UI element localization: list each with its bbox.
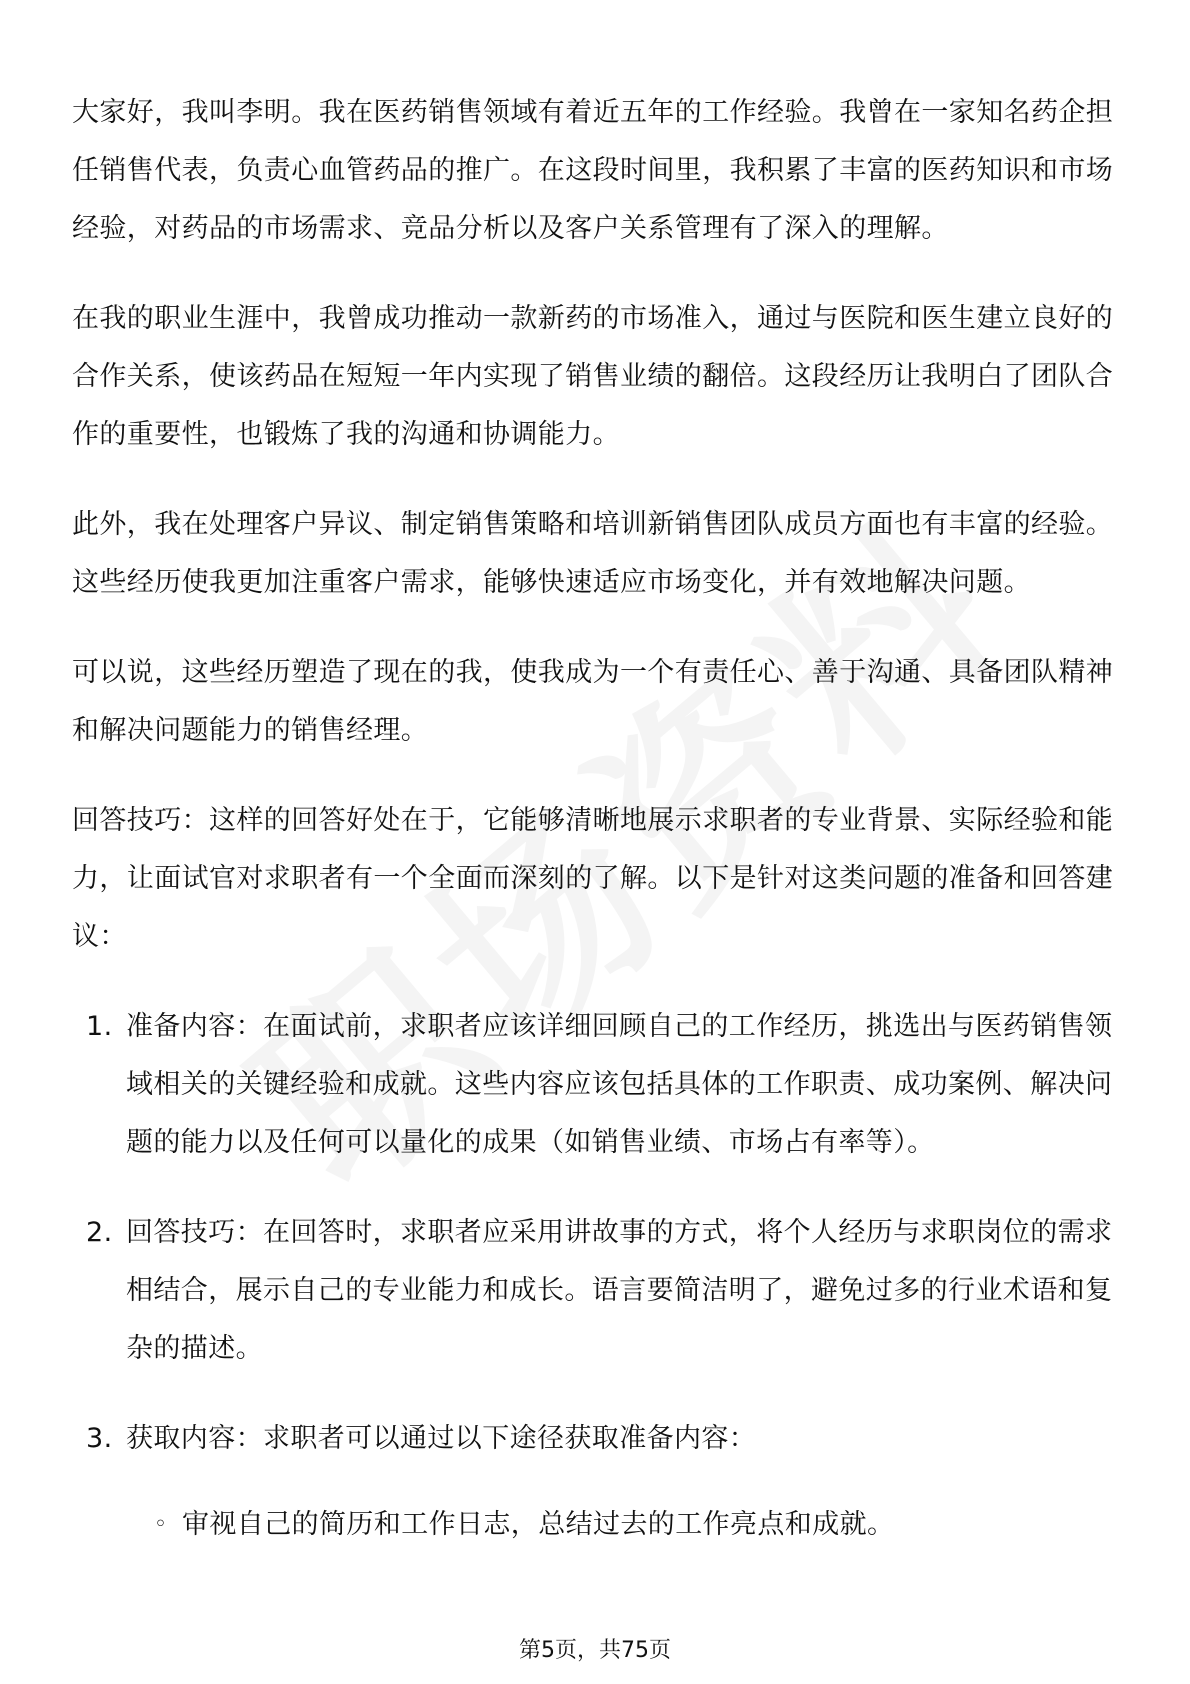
list-item-text: 回答技巧：在回答时，求职者应采用讲故事的方式，将个人经历与求职岗位的需求相结合，展示自己的专业能力和成长。语言要简洁明了，避免过多的行业术语和复杂的描述。 bbox=[126, 1217, 1113, 1364]
list-item bbox=[72, 998, 1120, 1172]
paragraph-career: 在我的职业生涯中，我曾成功推动一款新药的市场准入，通过与医院和医生建立良好的合作关系，使该药品在短短一年内实现了销售业绩的翻倍。这段经历让我明白了团队合作的重要性，也锻炼了我的沟通和协调能力。 bbox=[72, 303, 1114, 450]
list-item-text: 准备内容：在面试前，求职者应该详细回顾自己的工作经历，挑选出与医药销售领域相关的关键经验和成就。这些内容应该包括具体的工作职责、成功案例、解决问题的能力以及任何可以量化的成果（如销售业绩、市场占有率等）。 bbox=[126, 1011, 1113, 1158]
page-number-footer: 第5页，共75页 bbox=[519, 1638, 671, 1663]
paragraph-tips: 回答技巧：这样的回答好处在于，它能够清晰地展示求职者的专业背景、实际经验和能力，让面试官对求职者有一个全面而深刻的了解。以下是针对这类问题的准备和回答建议： bbox=[72, 805, 1114, 952]
sub-list-item bbox=[154, 1496, 1120, 1554]
document-body bbox=[72, 84, 1120, 1586]
list-number: 2. bbox=[86, 1217, 113, 1248]
list-item bbox=[72, 1410, 1120, 1554]
sub-list bbox=[126, 1496, 1120, 1554]
paragraph-summary: 可以说，这些经历塑造了现在的我，使我成为一个有责任心、善于沟通、具备团队精神和解决问题能力的销售经理。 bbox=[72, 657, 1114, 746]
paragraph-intro: 大家好，我叫李明。我在医药销售领域有着近五年的工作经验。我曾在一家知名药企担任销售代表，负责心血管药品的推广。在这段时间里，我积累了丰富的医药知识和市场经验，对药品的市场需求、竞品分析以及客户关系管理有了深入的理解。 bbox=[72, 97, 1114, 244]
numbered-list bbox=[72, 998, 1120, 1554]
list-number: 1. bbox=[86, 1011, 113, 1042]
list-item bbox=[72, 1204, 1120, 1378]
paragraph-experience: 此外，我在处理客户异议、制定销售策略和培训新销售团队成员方面也有丰富的经验。这些经历使我更加注重客户需求，能够快速适应市场变化，并有效地解决问题。 bbox=[72, 509, 1114, 598]
list-item-text: 获取内容：求职者可以通过以下途径获取准备内容： bbox=[126, 1423, 757, 1454]
bullet-icon: ◦ bbox=[154, 1512, 168, 1537]
list-number: 3. bbox=[86, 1423, 113, 1454]
sub-list-item-text: 审视自己的简历和工作日志，总结过去的工作亮点和成就。 bbox=[182, 1509, 895, 1540]
